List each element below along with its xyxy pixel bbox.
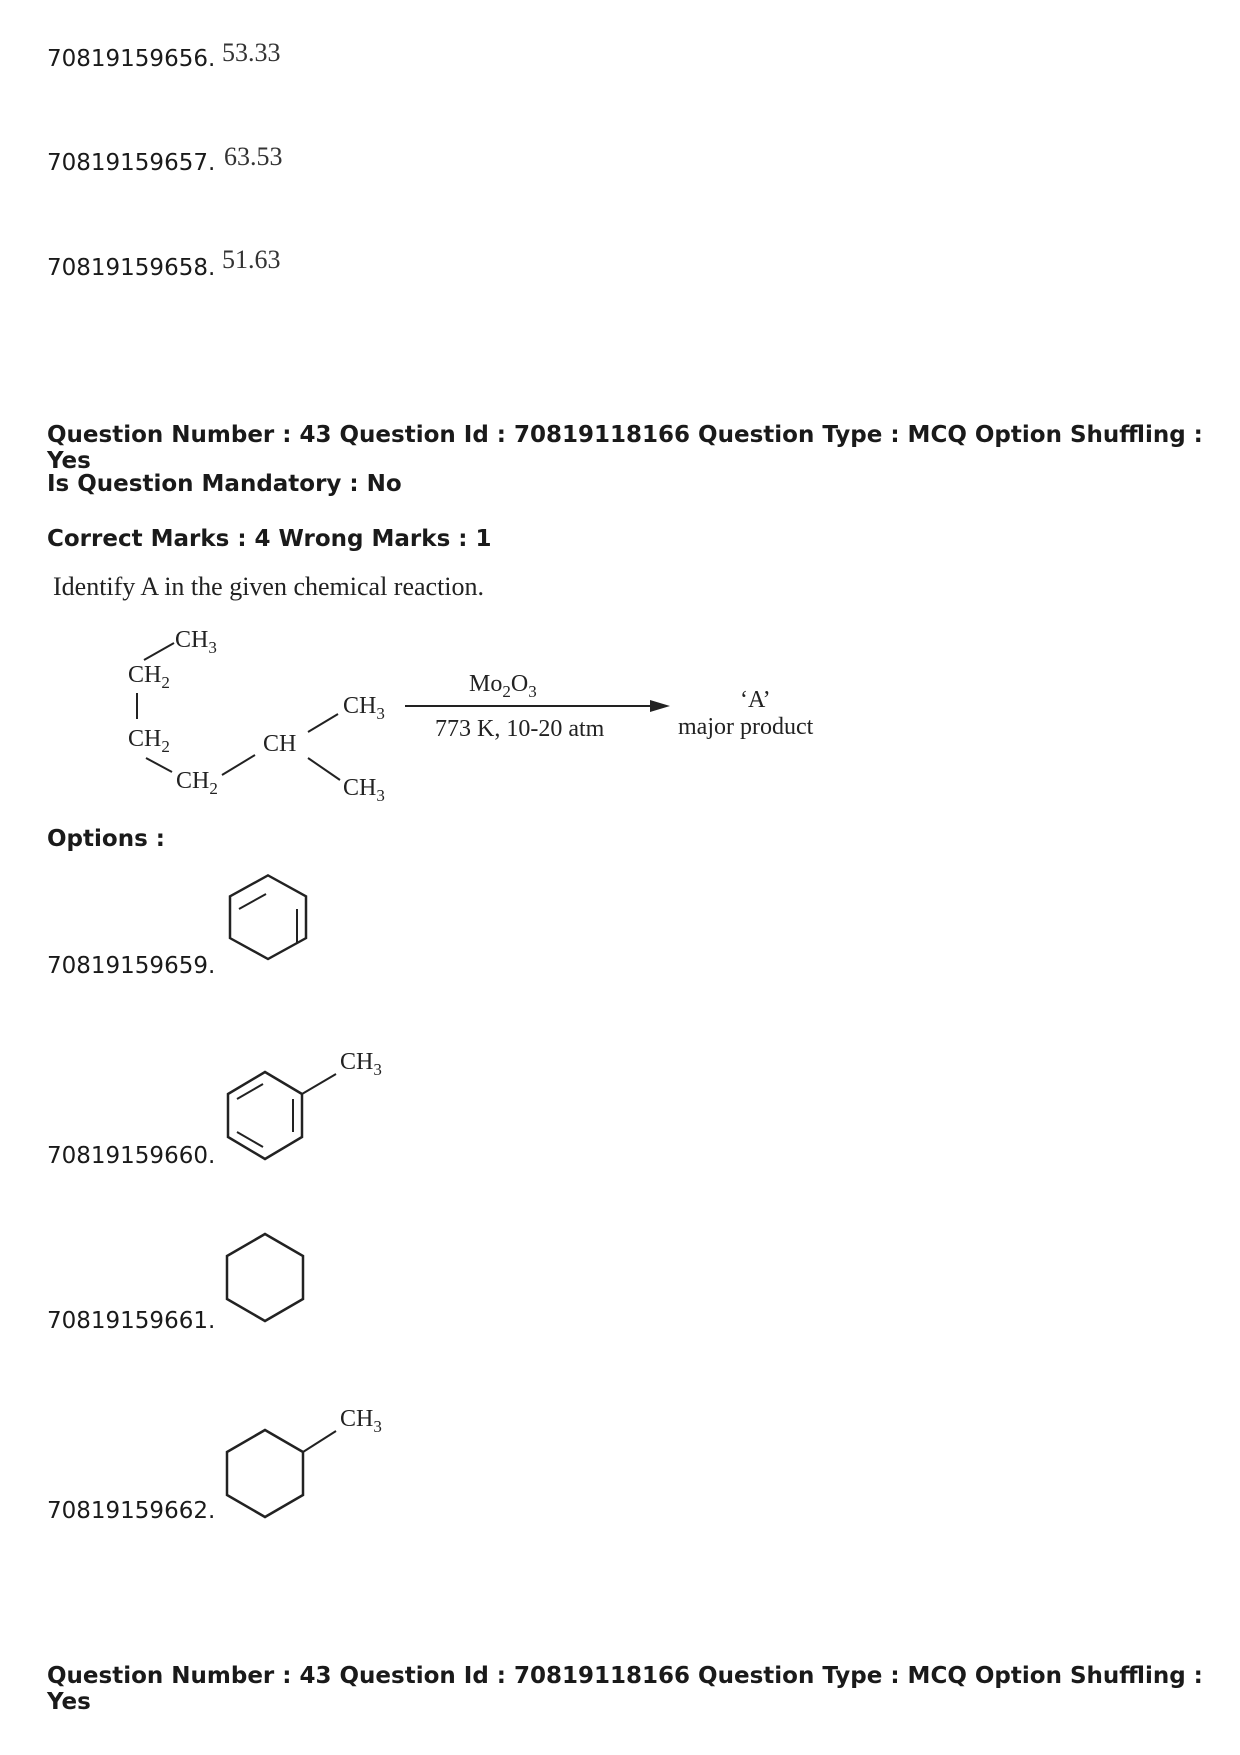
reaction-scheme-icon	[110, 615, 870, 815]
option-id: 70819159658.	[47, 255, 216, 281]
option-id: 70819159659.	[47, 953, 216, 979]
option-value: 53.33	[222, 38, 281, 67]
question-stem: Identify A in the given chemical reaction.	[53, 572, 485, 601]
svg-text:CH3: $CH_3$	[340, 1049, 382, 1079]
svg-text:CH3: $CH_3$	[175, 627, 217, 657]
methylcyclohexane-icon	[218, 1398, 408, 1523]
option-value: 63.53	[224, 142, 283, 171]
question-marks: Correct Marks : 4 Wrong Marks : 1	[47, 526, 492, 552]
option-id: 70819159660.	[47, 1143, 216, 1169]
option-id: 70819159656.	[47, 46, 216, 72]
question-header: Question Number : 43 Question Id : 70819118166 Question Type : MCQ Option Shuffling : Yes	[47, 1663, 1203, 1715]
svg-text:CH3: $CH_3$	[340, 1406, 382, 1436]
option-id: 70819159661.	[47, 1308, 216, 1334]
toluene-icon	[218, 1040, 408, 1170]
product-description: major product	[678, 714, 814, 740]
svg-text:CH3: $CH_3$	[343, 775, 385, 805]
option-id: 70819159662.	[47, 1498, 216, 1524]
product-label: ‘A’	[740, 687, 771, 713]
svg-text:Mo2O3: $Mo_2O_3$	[469, 671, 537, 701]
svg-text:CH2: $CH_2$	[176, 768, 218, 798]
svg-text:CH2: $CH_2$	[128, 726, 170, 756]
options-label: Options :	[47, 826, 165, 852]
option-id: 70819159657.	[47, 150, 216, 176]
svg-text:CH2: $CH_2$	[128, 662, 170, 692]
svg-text:CH: CH	[263, 731, 297, 757]
question-mandatory: Is Question Mandatory : No	[47, 471, 402, 497]
svg-text:CH3: $CH_3$	[343, 693, 385, 723]
option-value: 51.63	[222, 245, 281, 274]
question-header: Question Number : 43 Question Id : 70819118166 Question Type : MCQ Option Shuffling : Yes	[47, 422, 1203, 474]
reaction-conditions: 773 K, 10-20 atm	[435, 716, 605, 742]
cyclohexane-icon	[218, 1228, 318, 1338]
benzene-icon	[220, 870, 320, 970]
